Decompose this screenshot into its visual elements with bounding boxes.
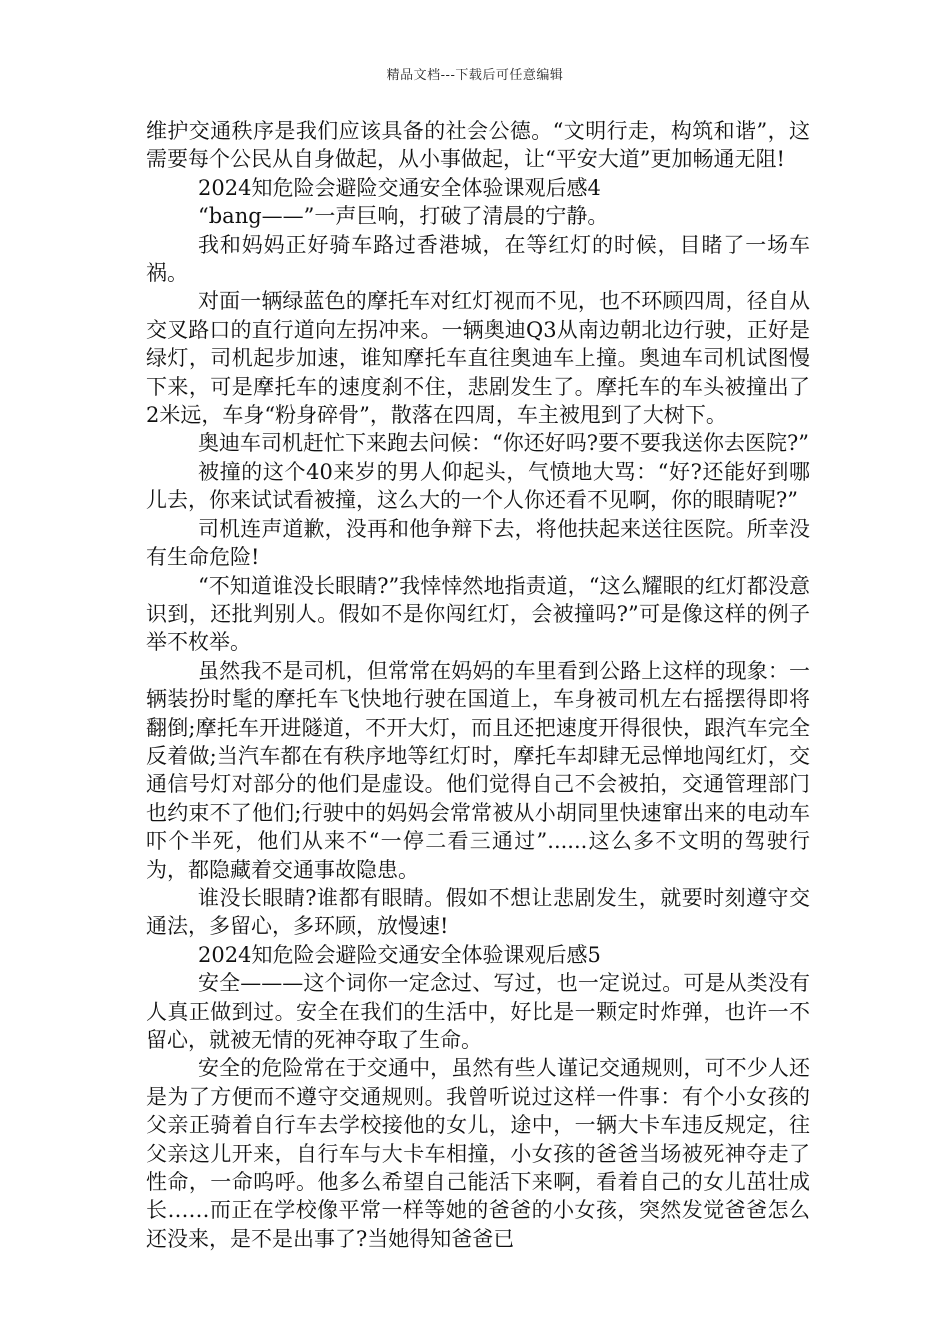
section-heading: 2024知危险会避险交通安全体验课观后感4	[198, 175, 601, 200]
paragraph: 司机连声道歉，没再和他争辩下去，将他扶起来送往医院。所幸没有生命危险!	[146, 516, 810, 570]
paragraph: 被撞的这个40来岁的男人仰起头，气愤地大骂：“好?还能好到哪儿去，你来试试看被撞，这么大的一个人你还看不见啊，你的眼睛呢?”	[146, 459, 810, 513]
paragraph: 安全的危险常在于交通中，虽然有些人谨记交通规则，可不少人还是为了方便而不遵守交通规则。我曾听说过这样一件事：有个小女孩的父亲正骑着自行车去学校接他的女儿，途中，一辆大卡车违反规定，往父亲这儿开来，自行车与大卡车相撞，小女孩的爸爸当场被死神夺走了性命，一命呜呼。他多么希望自己能活下来啊，看着自己的女儿茁壮成长……而正在学校像平常一样等她的爸爸的小女孩，突然发觉爸爸怎么还没来，是不是出事了?当她得知爸爸已	[146, 1056, 810, 1251]
paragraph: “不知道谁没长眼睛?”我悻悻然地指责道，“这么耀眼的红灯都没意识到，还批判别人。假如不是你闯红灯，会被撞吗?”可是像这样的例子举不枚举。	[146, 573, 810, 655]
paragraph: 谁没长眼睛?谁都有眼睛。假如不想让悲剧发生，就要时刻遵守交通法，多留心，多环顾，放慢速!	[146, 885, 810, 939]
paragraph: 虽然我不是司机，但常常在妈妈的车里看到公路上这样的现象：一辆装扮时髦的摩托车飞快地行驶在国道上，车身被司机左右摇摆得即将翻倒;摩托车开进隧道，不开大灯，而且还把速度开得很快，跟汽车完全反着做;当汽车都在有秩序地等红灯时，摩托车却肆无忌惮地闯红灯，交通信号灯对部分的他们是虚设。他们觉得自己不会被拍，交通管理部门也约束不了他们;行驶中的妈妈会常常被从小胡同里快速窜出来的电动车吓个半死，他们从来不“一停二看三通过”......这么多不文明的驾驶行为，都隐藏着交通事故隐患。	[146, 658, 810, 882]
paragraph: 奥迪车司机赶忙下来跑去问候：“你还好吗?要不要我送你去医院?”	[198, 431, 809, 456]
paragraph: 我和妈妈正好骑车路过香港城，在等红灯的时候，目睹了一场车祸。	[146, 232, 810, 286]
page-header: 精品文档---下载后可任意编辑	[386, 68, 564, 83]
paragraph: 对面一辆绿蓝色的摩托车对红灯视而不见，也不环顾四周，径自从交叉路口的直行道向左拐冲来。一辆奥迪Q3从南边朝北边行驶，正好是绿灯，司机起步加速，谁知摩托车直往奥迪车上撞。奥迪车司机试图慢下来，可是摩托车的速度刹不住，悲剧发生了。摩托车的车头被撞出了2米远，车身“粉身碎骨”，散落在四周，车主被甩到了大树下。	[146, 289, 810, 428]
document-body	[146, 117, 810, 1253]
paragraph: 维护交通秩序是我们应该具备的社会公德。“文明行走，构筑和谐”，这需要每个公民从自身做起，从小事做起，让“平安大道”更加畅通无阻!	[146, 119, 810, 172]
paragraph: “bang——”一声巨响，打破了清晨的宁静。	[198, 204, 609, 229]
section-heading: 2024知危险会避险交通安全体验课观后感5	[198, 942, 601, 967]
paragraph: 安全———这个词你一定念过、写过，也一定说过。可是从类没有人真正做到过。安全在我们的生活中，好比是一颗定时炸弹，也许一不留心，就被无情的死神夺取了生命。	[146, 971, 810, 1052]
